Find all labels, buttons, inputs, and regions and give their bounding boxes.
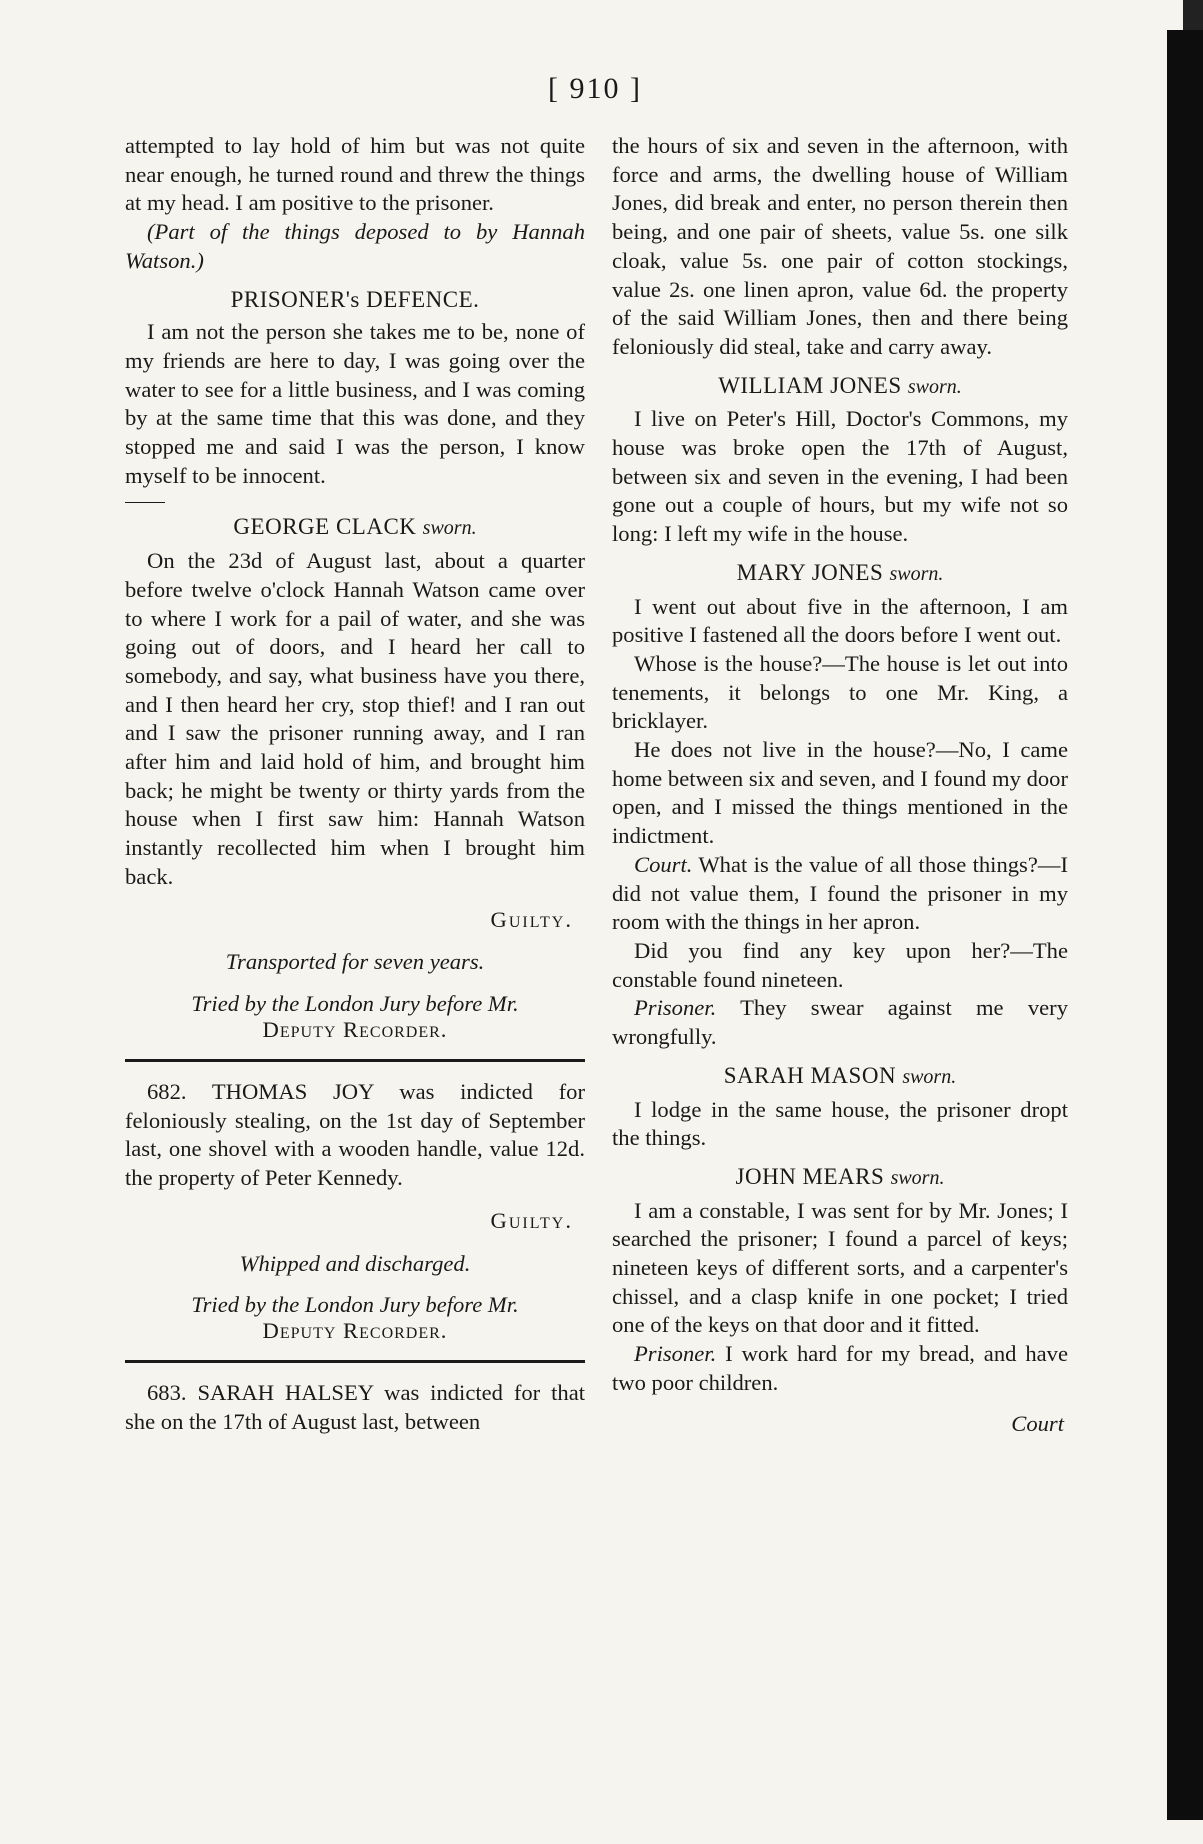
sworn-label: sworn. (890, 1166, 945, 1189)
mary-jones-p1: I went out about five in the afternoon, I am positive I fastened all the doors before I went out. (612, 593, 1068, 648)
john-mears-testimony: I am a constable, I was sent for by Mr. Jones; I searched the prisoner; I found a parcel of keys; nineteen keys of different sorts, and a carpenter's chissel, and a clasp knife in one pocket; I tried one of the keys on that door and it fitted. (612, 1197, 1068, 1338)
witness-name: GEORGE CLACK (233, 514, 417, 540)
prisoner-statement (612, 1340, 1068, 1397)
sworn-label: sworn. (422, 517, 477, 540)
binding-shadow (1167, 30, 1203, 1820)
sworn-label: sworn. (902, 1065, 957, 1088)
witness-heading-sarah-mason (612, 1062, 1068, 1092)
witness-name: WILLIAM JONES (718, 372, 902, 398)
speaker-label: Prisoner. (634, 1341, 717, 1367)
recorder: Deputy Recorder. (262, 1318, 448, 1344)
sentence: Whipped and discharged. (239, 1250, 471, 1276)
witness-heading-john-mears (612, 1163, 1068, 1193)
tried-by (125, 1292, 585, 1344)
deposition-note: (Part of the things deposed to by Hannah Watson.) (125, 219, 585, 273)
right-column (612, 132, 1068, 1438)
witness-name: SARAH MASON (723, 1062, 897, 1088)
court-question (612, 851, 1068, 937)
section-rule (125, 1360, 585, 1363)
clack-testimony: On the 23d of August last, about a quarter before twelve o'clock Hannah Watson came over to where I work for a pail of water, and she was going out of doors, and I heard her call to somebody, and say, what business have you there, and I then heard her cry, stop thief! and I ran out and I saw the prisoner running away, and I ran after him and laid hold of him, and brought him back; he might be twenty or thirty yards from the house when I first saw him: Hannah Watson instantly recollected him when I brought him back. (125, 548, 585, 889)
sarah-mason-testimony: I lodge in the same house, the prisoner dropt the things. (612, 1096, 1068, 1151)
court-question-text: What is the value of all those things?—I did not value them, I found the prisoner in my room with the things in her apron. (612, 851, 1068, 935)
mary-jones-p3: He does not live in the house?—No, I came home between six and seven, and I found my door open, and I missed the things mentioned in the indictment. (612, 737, 1068, 849)
case-682: 682. THOMAS JOY was indicted for feloniously stealing, on the 1st day of September last, one shovel with a wooden handle, value 12d. the property of Peter Kennedy. (125, 1078, 585, 1191)
continued-testimony: attempted to lay hold of him but was not quite near enough, he turned round and threw the things at my head. I am positive to the prisoner. (125, 133, 585, 216)
tried-by (125, 991, 585, 1043)
tried-by-text: Tried by the London Jury before Mr. (191, 1292, 519, 1318)
tried-by-text: Tried by the London Jury before Mr. (191, 990, 519, 1016)
speaker-label: Prisoner. (634, 995, 717, 1021)
prisoner-statement-text: They swear against me very wrongfully. (612, 995, 1068, 1050)
witness-heading-william-jones (612, 372, 1068, 402)
speaker-label: Court. (634, 851, 693, 877)
prisoner-statement-text: I work hard for my bread, and have two poor children. (612, 1341, 1068, 1395)
prisoner-statement (612, 994, 1068, 1051)
witness-name: MARY JONES (736, 559, 884, 585)
william-jones-testimony: I live on Peter's Hill, Doctor's Commons, my house was broke open the 17th of August, between six and seven in the evening, I had been gone out a couple of hours, but my wife not so long: I left my wife in the house. (612, 406, 1068, 547)
recorder: Deputy Recorder. (262, 1016, 448, 1042)
mary-jones-p2: Whose is the house?—The house is let out into tenements, it belongs to one Mr. King, a bricklayer. (612, 650, 1068, 734)
defence-heading: PRISONER's DEFENCE. (230, 286, 480, 312)
dash-separator (125, 502, 165, 503)
verdict: Guilty. (490, 1207, 573, 1233)
witness-heading-mary-jones (612, 559, 1068, 589)
sentence: Transported for seven years. (225, 949, 485, 975)
witness-name: JOHN MEARS (735, 1163, 885, 1189)
defence-text: I am not the person she takes me to be, none of my friends are here to day, I was going over the water to see for a little business, and I was coming by at the same time that this was done, and they stopped me and said I was the person, I know myself to be innocent. (125, 319, 585, 488)
mary-jones-p5: Did you find any key upon her?—The constable found nineteen. (612, 937, 1068, 992)
left-column (125, 132, 585, 1437)
witness-heading-clack (125, 513, 585, 543)
verdict: Guilty. (490, 906, 573, 932)
indictment-continued: the hours of six and seven in the afternoon, with force and arms, the dwelling house of William Jones, did break and enter, no person therein then being, and one pair of sheets, value 5s. one silk cloak, value 5s. one pair of cotton stockings, value 2s. one linen apron, value 6d. the property of the said William Jones, then and there being feloniously did steal, take and carry away. (612, 133, 1068, 359)
catchword: Court (1011, 1410, 1064, 1436)
sworn-label: sworn. (907, 375, 962, 398)
section-rule (125, 1059, 585, 1062)
page-number: [ 910 ] (548, 72, 642, 105)
sworn-label: sworn. (889, 562, 944, 585)
case-683: 683. SARAH HALSEY was indicted for that she on the 17th of August last, between (125, 1380, 585, 1434)
